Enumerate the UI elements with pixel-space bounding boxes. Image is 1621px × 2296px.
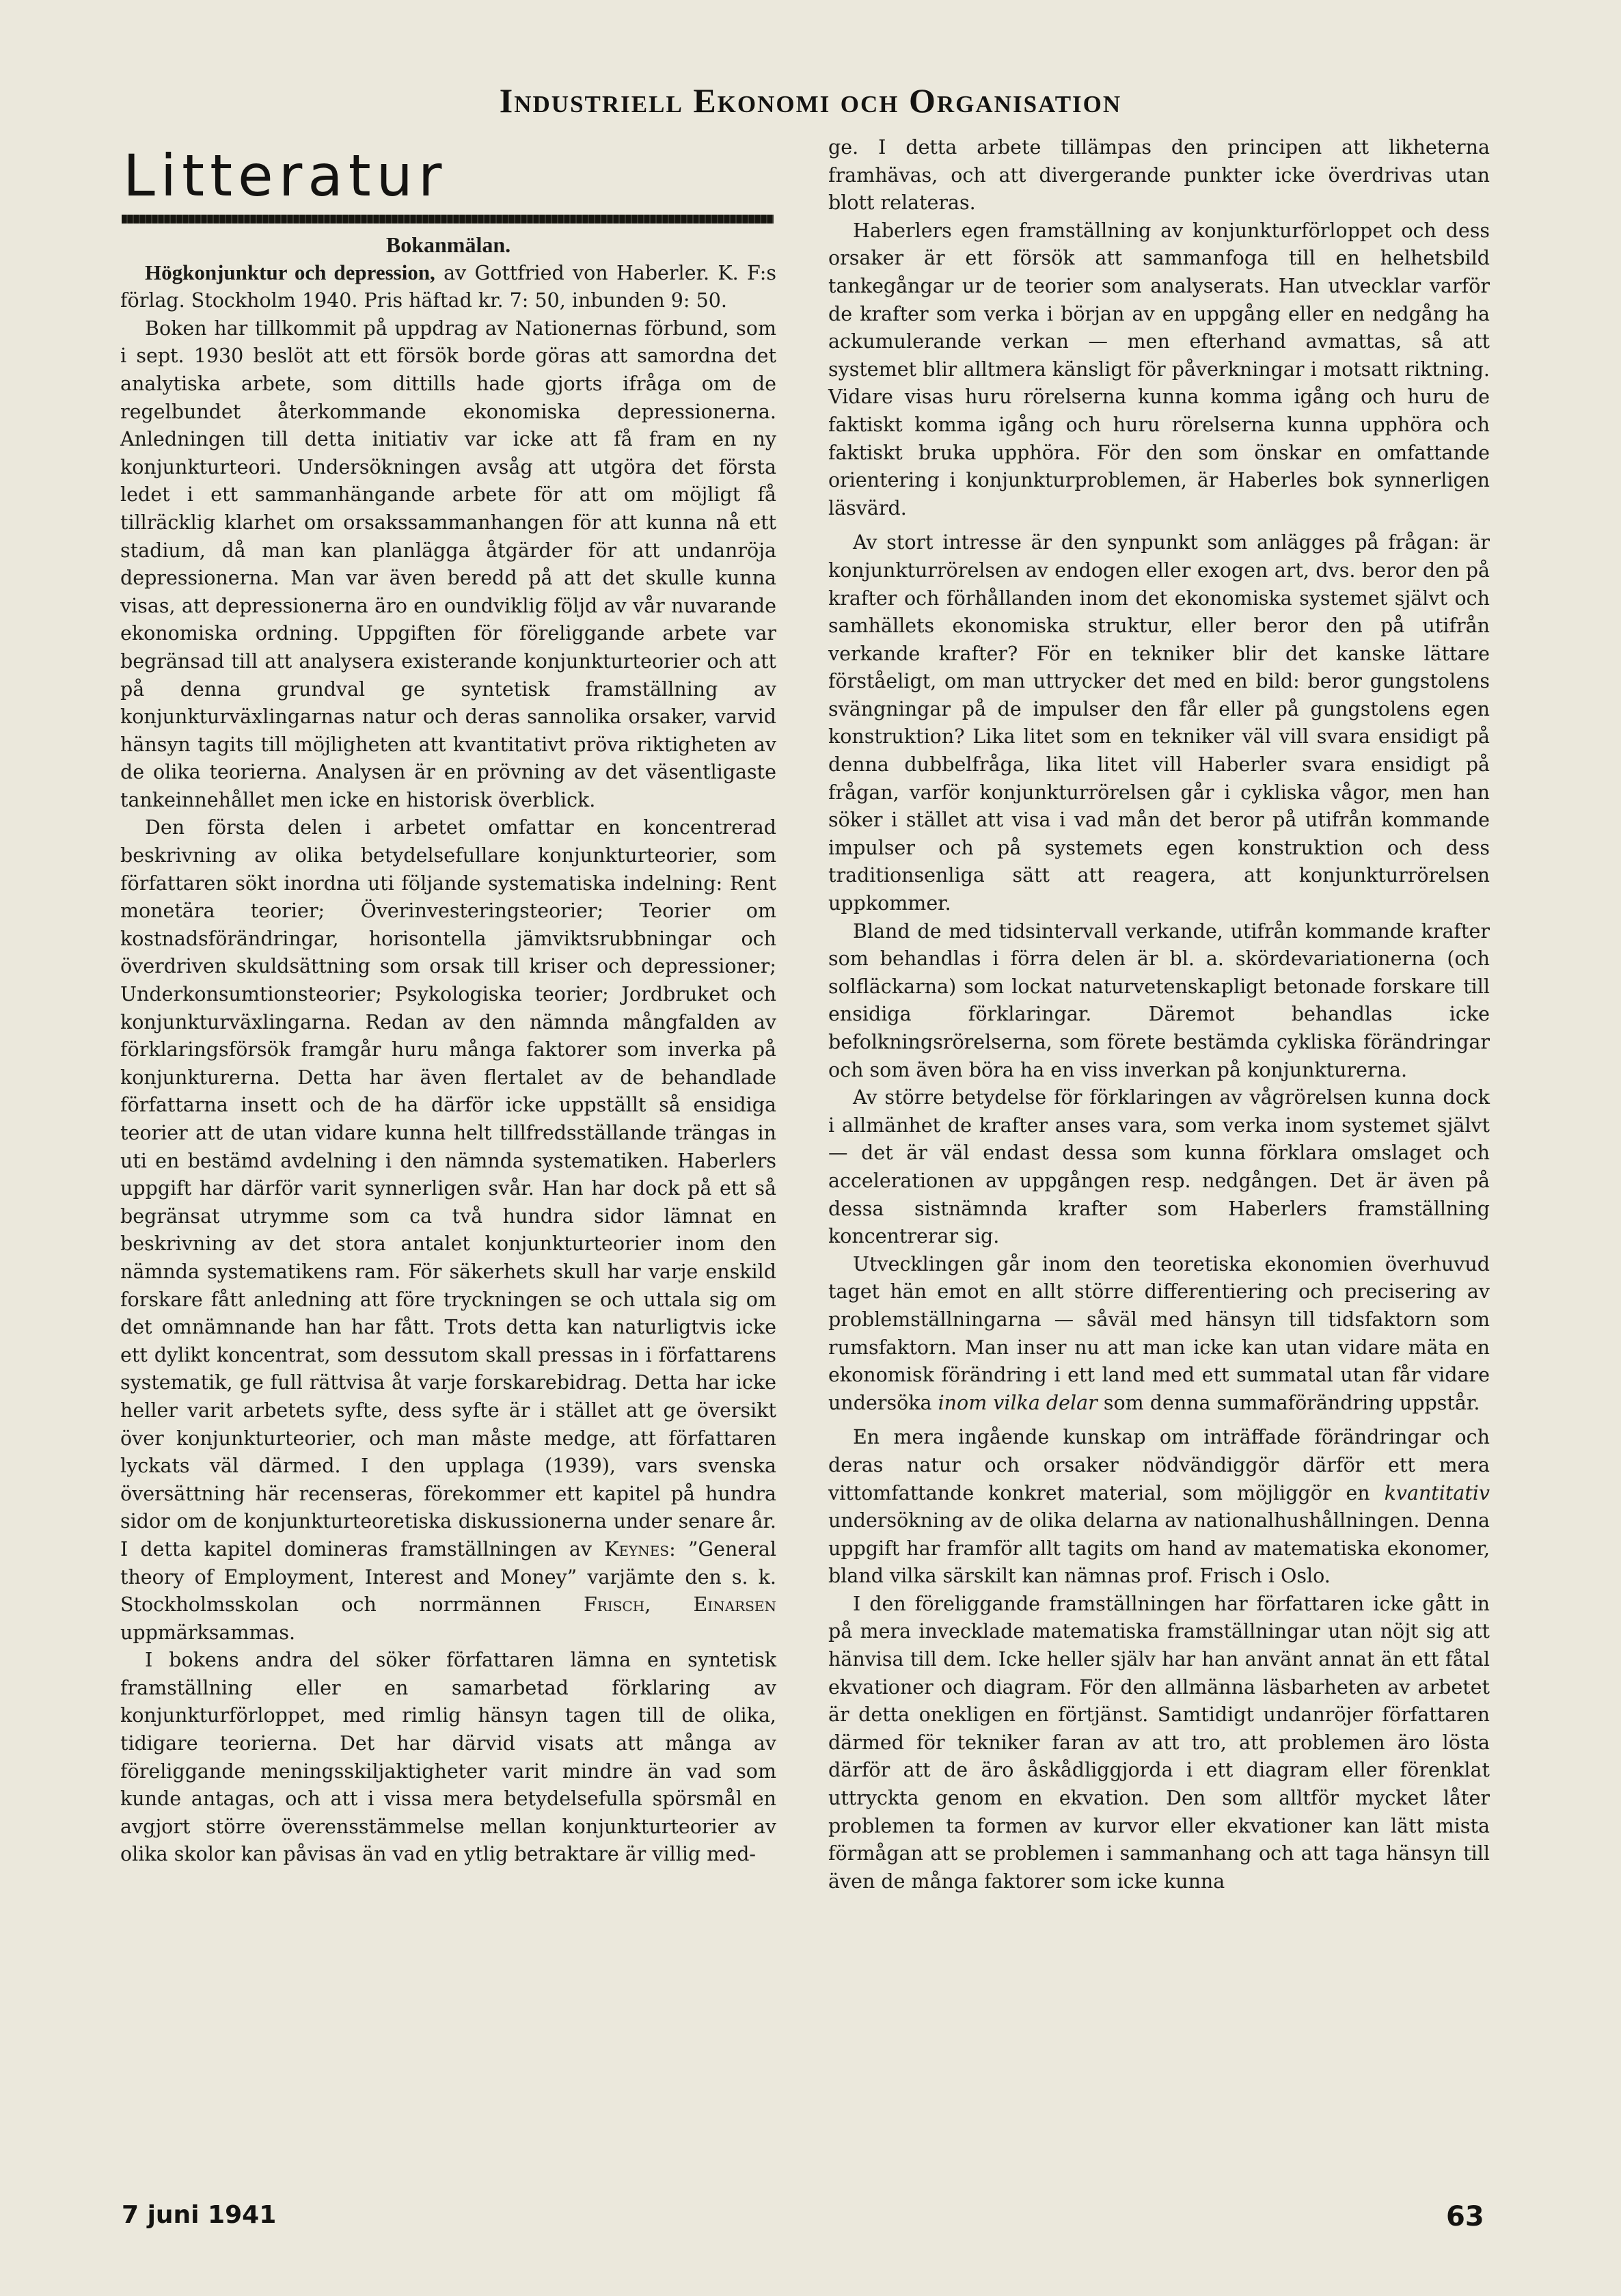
left-paragraph-3: I bokens andra del söker författaren lämna en syntetisk framställning eller en samarbetad förklaring av konjunkturförloppet, med rimlig hänsyn tagen till de olika, tidigare teorierna. Det har därvid visats att många av föreliggande meningsskiljaktigheter varit mindre än vad som kunde antagas, och att i vissa mera betydelsefulla spörsmål en avgjort större överensstämmelse mellan konjunkturteorier av olika skolor kan påvisas än vad en ytlig betraktare är villig med- [120,1649,776,1866]
right-paragraph-4: Av större betydelse för förklaringen av vågrörelsen kunna dock i allmänhet de krafter anses vara, som verka inom systemet självt — det är väl endast dessa som kunna förklara omslaget och accelerationen av uppgången resp. nedgången. Det är även på dessa sistnämnda krafter som Haberlers framställning koncentrerar sig. [828,1086,1490,1248]
right-paragraph-5: Utvecklingen går inom den teoretiska ekonomien överhuvud taget hän emot en allt större differentiering och precisering av problemställningarna — såväl med hänsyn till tidsfaktorn som rumsfaktorn. Man inser nu att man icke kan utan vidare mäta en ekonomisk förändring i ett land med ett summatal utan får vidare undersöka inom vilka delar som denna summaförändring uppstår. [828,1252,1490,1414]
footer-date: 7 juni 1941 [122,2201,277,2229]
author-name-keynes: Keynes [604,1537,670,1561]
author-name-frisch: Frisch [584,1593,645,1617]
emphasis-inom-vilka-delar: inom vilka delar [938,1391,1098,1414]
section-title: Litteratur [123,142,448,209]
book-title: Högkonjunktur och depression, [145,260,435,284]
left-paragraph-1: Boken har tillkommit på uppdrag av Nationernas förbund, som i sept. 1930 beslöt att ett försök borde göras att samordna det analytiska arbete, som dittills hade gjorts ifråga om de regelbundet återkommande ekonomiska depressionerna. Anledningen till detta initiativ var icke att få fram en ny konjunkturteori. Undersökningen avsåg att utgöra det första ledet i ett sammanhängande arbete för att om möjligt få tillräcklig klarhet om orsakssammanhangen för att kunna nå ett stadium, då man kan planlägga åtgärder för att undanröja depressionerna. Man var även beredd på att det skulle kunna visas, att depressionerna äro en oundviklig följd av vår nuvarande ekonomiska ordning. Uppgiften för föreliggande arbete var begränsad till att analysera existerande konjunkturteorier och att på denna grundval ge syntetisk framställning av konjunkturväxlingarnas natur och deras sannolika orsaker, varvid hänsyn tagits till möjligheten att kvantitativt pröva riktigheten av de olika teorierna. Analysen är en prövning av det väsentligaste tankeinnehållet men icke en historisk överblick. [120,316,776,811]
right-paragraph-7: I den föreliggande framställningen har författaren icke gått in på mera invecklade matematiska framställningar utan nöjt sig att hänvisa till dem. Icke heller själv har han använt annat än ett fåtal ekvationer och diagram. För den allmänna läsbarheten av arbetet är detta onekligen en förtjänst. Samtidigt undanröjer författaren därmed för tekniker faran av att tro, att problemen äro lösta därför att de äro åskådliggjorda i ett diagram eller förenklat uttryckta genom en ekvation. Den som alltför mycket låter problemen ta formen av kurvor eller ekvationer kan lätt mista förmågan att se problemen i sammanhang och att taga hänsyn till även de många faktorer som icke kunna [828,1592,1490,1893]
review-heading: Bokanmälan. [385,232,511,257]
right-paragraph-1: Haberlers egen framställning av konjunkturförloppet och dess orsaker är ett försök att sammanfoga till en helhetsbild tankegångar ur de teorier som analyserats. Han utvecklar varför de krafter som verka i början av en uppgång eller en nedgång ha ackumulerande verkan — men efterhand avmattas, så att systemet blir alltmera känsligt för påverkningar i motsatt riktning. Vidare visas huru rörelserna kunna komma igång och huru de faktiskt komma igång och huru rörelserna kunna upphöra och faktiskt bruka upphöra. För den som önskar en omfattande orientering i konjunkturproblemen, är Haberles bok synnerligen läsvärd. [828,219,1490,519]
book-info: av Gottfried von Haberler. K. F:s förlag. Stockholm 1940. Pris häftad kr. 7: 50, inbunden 9: 50. [120,261,776,312]
right-paragraph-2: Av stort intresse är den synpunkt som anlägges på frågan: är konjunkturrörelsen av endogen eller exogen art, dvs. beror den på krafter och förhållanden inom det ekonomiska systemet självt och samhällets ekonomiska struktur, eller beror den på utifrån verkande krafter? För en tekniker blir det kanske lättare förståeligt, om man uttrycker det med en bild: beror gungstolens svängningar på de impulser den får eller på gungstolens egen konstruktion? Lika litet som en tekniker väl vill svara ensidigt på denna dubbelfråga, lika litet vill Haberler svara ensidigt på frågan, varför konjunkturrörelsen går i cykliska vågor, men han söker i stället att visa i vad mån det beror på utifrån kommande impulser och på systemets egen konstruktion och dess traditionsenliga sätt att reagera, att konjunkturrörelsen uppkommer. [828,531,1490,915]
journal-title: Industriell Ekonomi och Organisation [499,81,1122,120]
left-paragraph-2: Den första delen i arbetet omfattar en koncentrerad beskrivning av olika betydelsefullare konjunkturteorier, som författaren sökt inordna uti följande systematiska indelning: Rent monetära teorier; Överinvesteringsteorier; Teorier om kostnadsförändringar, horisontella jämviktsrubbningar och överdriven skuldsättning som orsak till kriser och depressioner; Underkonsumtionsteorier; Psykologiska teorier; Jordbruket och konjunkturväxlingarna. Redan av den nämnda mångfalden av förklaringsförsök framgår huru många faktorer som inverka på konjunkturerna. Detta har även flertalet av de behandlade författarna insett och de ha därför icke uppställt så ensidiga teorier att de utan vidare kunna helt tillfredsställande trängas in uti en bestämd avdelning i den nämnda systematiken. Haberlers uppgift har därför varit synnerligen svår. Han har dock på ett så begränsat utrymme som ca två hundra sidor lämnat en beskrivning av det stora antalet konjunkturteorier inom den nämnda systematikens ram. För säkerhets skull har varje enskild forskare fått anledning att före tryckningen se och uttala sig om det omnämnande han har fått. Trots detta kan naturligtvis icke ett dylikt koncentrat, som dessutom skall pressas in i författarens systematik, ge full rättvisa åt varje forskarebidrag. Detta har icke heller varit arbetets syfte, dess syfte är i stället att ge översikt över konjunkturteorier, och man måste medge, att författaren lyckats väl därmed. I den upplaga (1939), vars svenska översättning här recenseras, förekommer ett kapitel på hundra sidor om de konjunkturteoretiska diskussionerna under senare år. I detta kapitel domineras framställningen av Keynes: ”General theory of Employment, Interest and Money” varjämte den s. k. Stockholmsskolan och norrmännen Frisch, Einarsen uppmärksammas. [120,816,776,1644]
right-paragraph-0: ge. I detta arbete tillämpas den principen att likheterna framhävas, och att divergerande punkter icke överdrivas utan blott relateras. [828,136,1490,215]
page-number: 63 [1446,2201,1484,2232]
section-rule [122,215,774,224]
right-paragraph-3: Bland de med tidsintervall verkande, utifrån kommande krafter som behandlas i förra delen är bl. a. skördevariationerna (och solfläckarna) som lockat naturvetenskapligt betonade forskare till ensidiga förklaringar. Däremot behandlas icke befolkningsrörelserna, som förete bestämda cykliska förändringar och som även böra ha en viss inverkan på konjunkturerna. [828,919,1490,1081]
emphasis-kvantitativ: kvantitativ [1384,1481,1490,1504]
left-column [120,231,776,1869]
right-paragraph-6: En mera ingående kunskap om inträffade förändringar och deras natur och orsaker nödvändiggör därför ett mera vittomfattande konkret material, som möjliggör en kvantitativ undersökning av de olika delarna av nationalhushållningen. Denna uppgift har framför allt tagits om hand av matematiska ekonomer, bland vilka särskilt kan nämnas prof. Frisch i Oslo. [828,1426,1490,1588]
right-column [828,134,1490,1895]
book-citation [120,259,776,315]
author-name-einarsen: Einarsen [693,1593,776,1617]
